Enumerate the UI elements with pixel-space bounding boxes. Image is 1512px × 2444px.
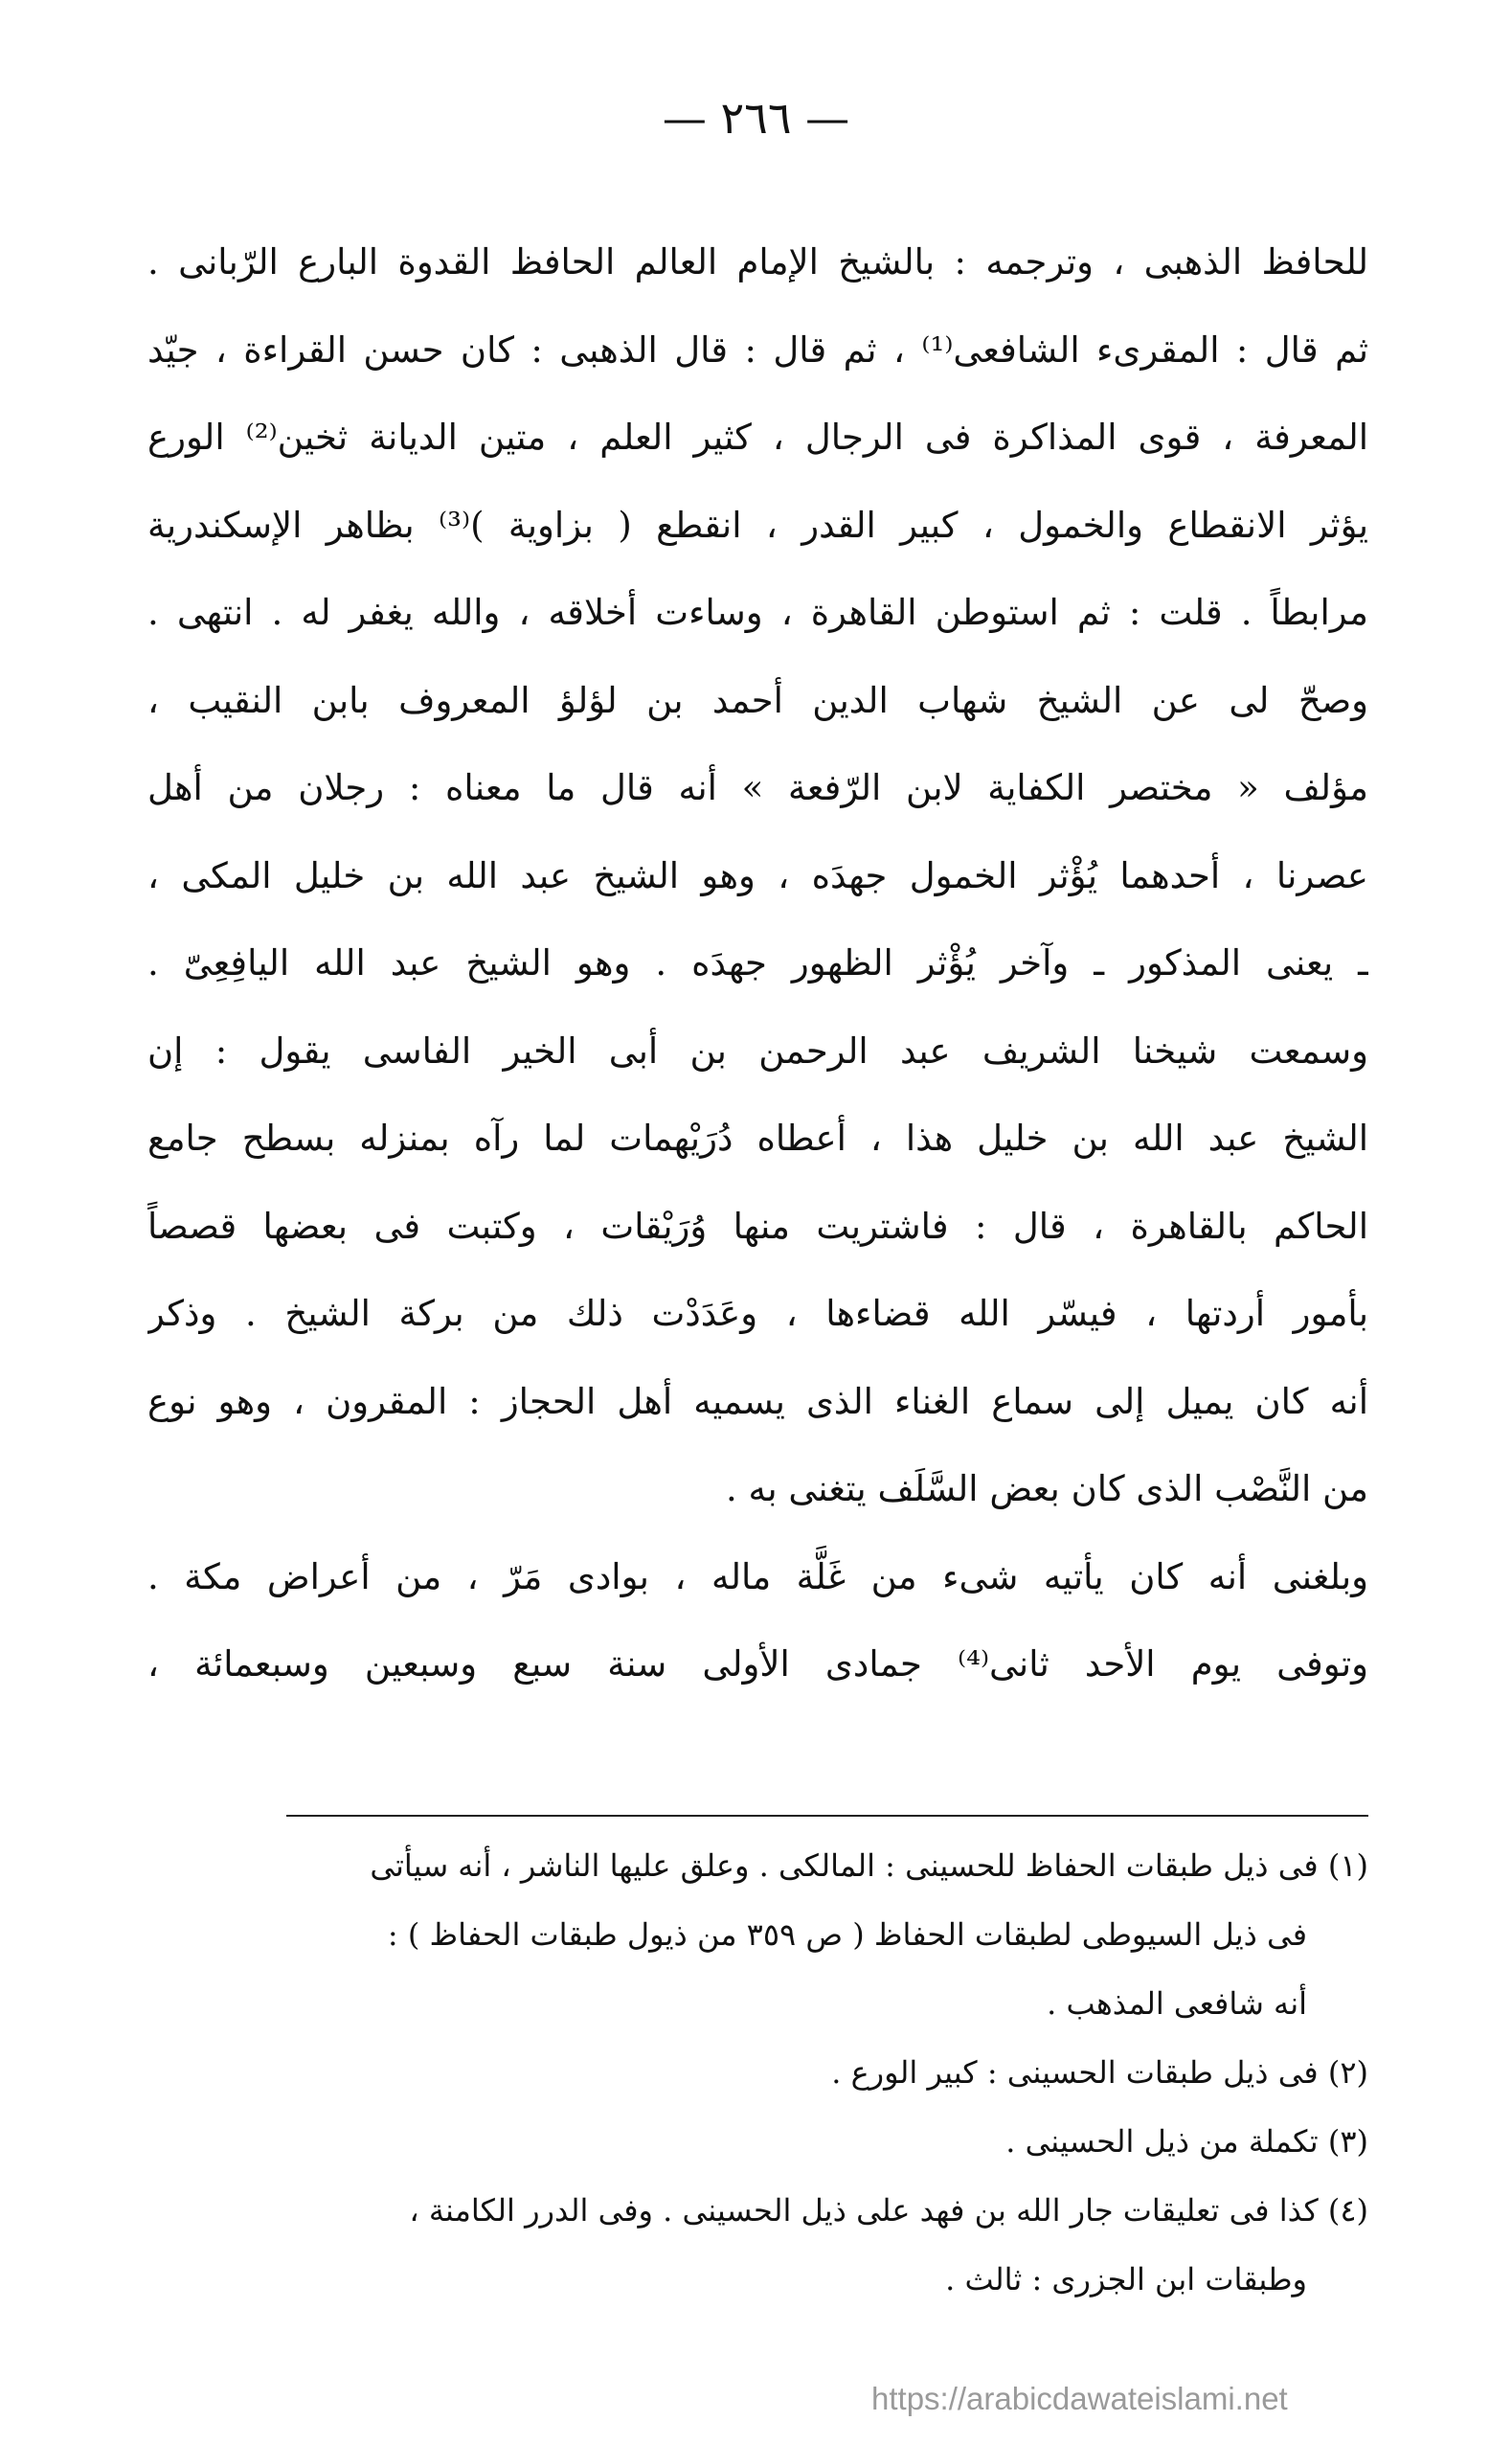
text-line: وبلغنى أنه كان يأتيه شىء من غَلَّة ماله ، بوادى مَرّ ، من أعراض مكة . xyxy=(147,1555,1368,1597)
text-line: وصحّ لى عن الشيخ شهاب الدين أحمد بن لؤلؤ المعروف بابن النقيب ، xyxy=(147,679,1368,721)
footnote-separator xyxy=(286,1815,1368,1817)
footnote-line: (٣) تكملة من ذيل الحسينى . xyxy=(1005,2123,1368,2160)
footnote-line: (٢) فى ذيل طبقات الحسينى : كبير الورع . xyxy=(831,2054,1368,2091)
page-number: — ٢٦٦ — xyxy=(662,92,850,144)
text-line: وسمعت شيخنا الشريف عبد الرحمن بن أبى الخير الفاسى يقول : إن xyxy=(147,1030,1368,1072)
footnote-line: وطبقات ابن الجزرى : ثالث . xyxy=(945,2261,1307,2297)
text-line: يؤثر الانقطاع والخمول ، كبير القدر ، انقطع ( بزاوية )⁽³⁾ بظاهر الإسكندرية xyxy=(147,504,1368,546)
text-line: مرابطاً . قلت : ثم استوطن القاهرة ، وساءت أخلاقه ، والله يغفر له . انتهى . xyxy=(147,592,1368,633)
text-line: ـ يعنى المذكور ـ وآخر يُؤْثر الظهور جهدَه . وهو الشيخ عبد الله اليافِعِىّ . xyxy=(147,942,1368,984)
text-line: المعرفة ، قوى المذاكرة فى الرجال ، كثير العلم ، متين الديانة ثخين⁽²⁾ الورع xyxy=(147,417,1368,458)
body-text xyxy=(147,218,1368,1709)
text-line: ثم قال : المقرىء الشافعى⁽¹⁾ ، ثم قال : قال الذهبى : كان حسن القراءة ، جيّد xyxy=(147,328,1368,371)
watermark: https://arabicdawateislami.net xyxy=(871,2381,1288,2416)
text-line: أنه كان يميل إلى سماع الغناء الذى يسميه أهل الحجاز : المقرون ، وهو نوع xyxy=(147,1380,1368,1422)
footnote-line: فى ذيل السيوطى لطبقات الحفاظ ( ص ٣٥٩ من ذيول طبقات الحفاظ ) : xyxy=(387,1916,1307,1953)
footnote-line: (١) فى ذيل طبقات الحفاظ للحسينى : المالكى . وعلق عليها الناشر ، أنه سيأتى xyxy=(370,1847,1368,1884)
text-line: بأمور أردتها ، فيسّر الله قضاءها ، وعَدَدْت ذلك من بركة الشيخ . وذكر xyxy=(147,1293,1368,1334)
footnote-line: أنه شافعى المذهب . xyxy=(1047,1985,1307,2022)
text-line: الحاكم بالقاهرة ، قال : فاشتريت منها وُرَيْقات ، وكتبت فى بعضها قصصاً xyxy=(147,1205,1368,1247)
text-line: للحافظ الذهبى ، وترجمه : بالشيخ الإمام العالم الحافظ القدوة البارع الرّبانى . xyxy=(147,241,1368,283)
text-line: وتوفى يوم الأحد ثانى⁽⁴⁾ جمادى الأولى سنة سبع وسبعين وسبعمائة ، xyxy=(147,1643,1368,1685)
text-line: الشيخ عبد الله بن خليل هذا ، أعطاه دُرَيْهمات لما رآه بمنزله بسطح جامع xyxy=(147,1118,1368,1159)
text-line: عصرنا ، أحدهما يُؤْثر الخمول جهدَه ، وهو الشيخ عبد الله بن خليل المكى ، xyxy=(147,854,1368,896)
text-line: مؤلف « مختصر الكفاية لابن الرّفعة » أنه قال ما معناه : رجلان من أهل xyxy=(147,767,1368,808)
footnote-line: (٤) كذا فى تعليقات جار الله بن فهد على ذيل الحسينى . وفى الدرر الكامنة ، xyxy=(409,2192,1368,2229)
text-line: من النَّصْب الذى كان بعض السَّلَف يتغنى به . xyxy=(725,1468,1368,1509)
footnotes xyxy=(147,1831,1368,2314)
